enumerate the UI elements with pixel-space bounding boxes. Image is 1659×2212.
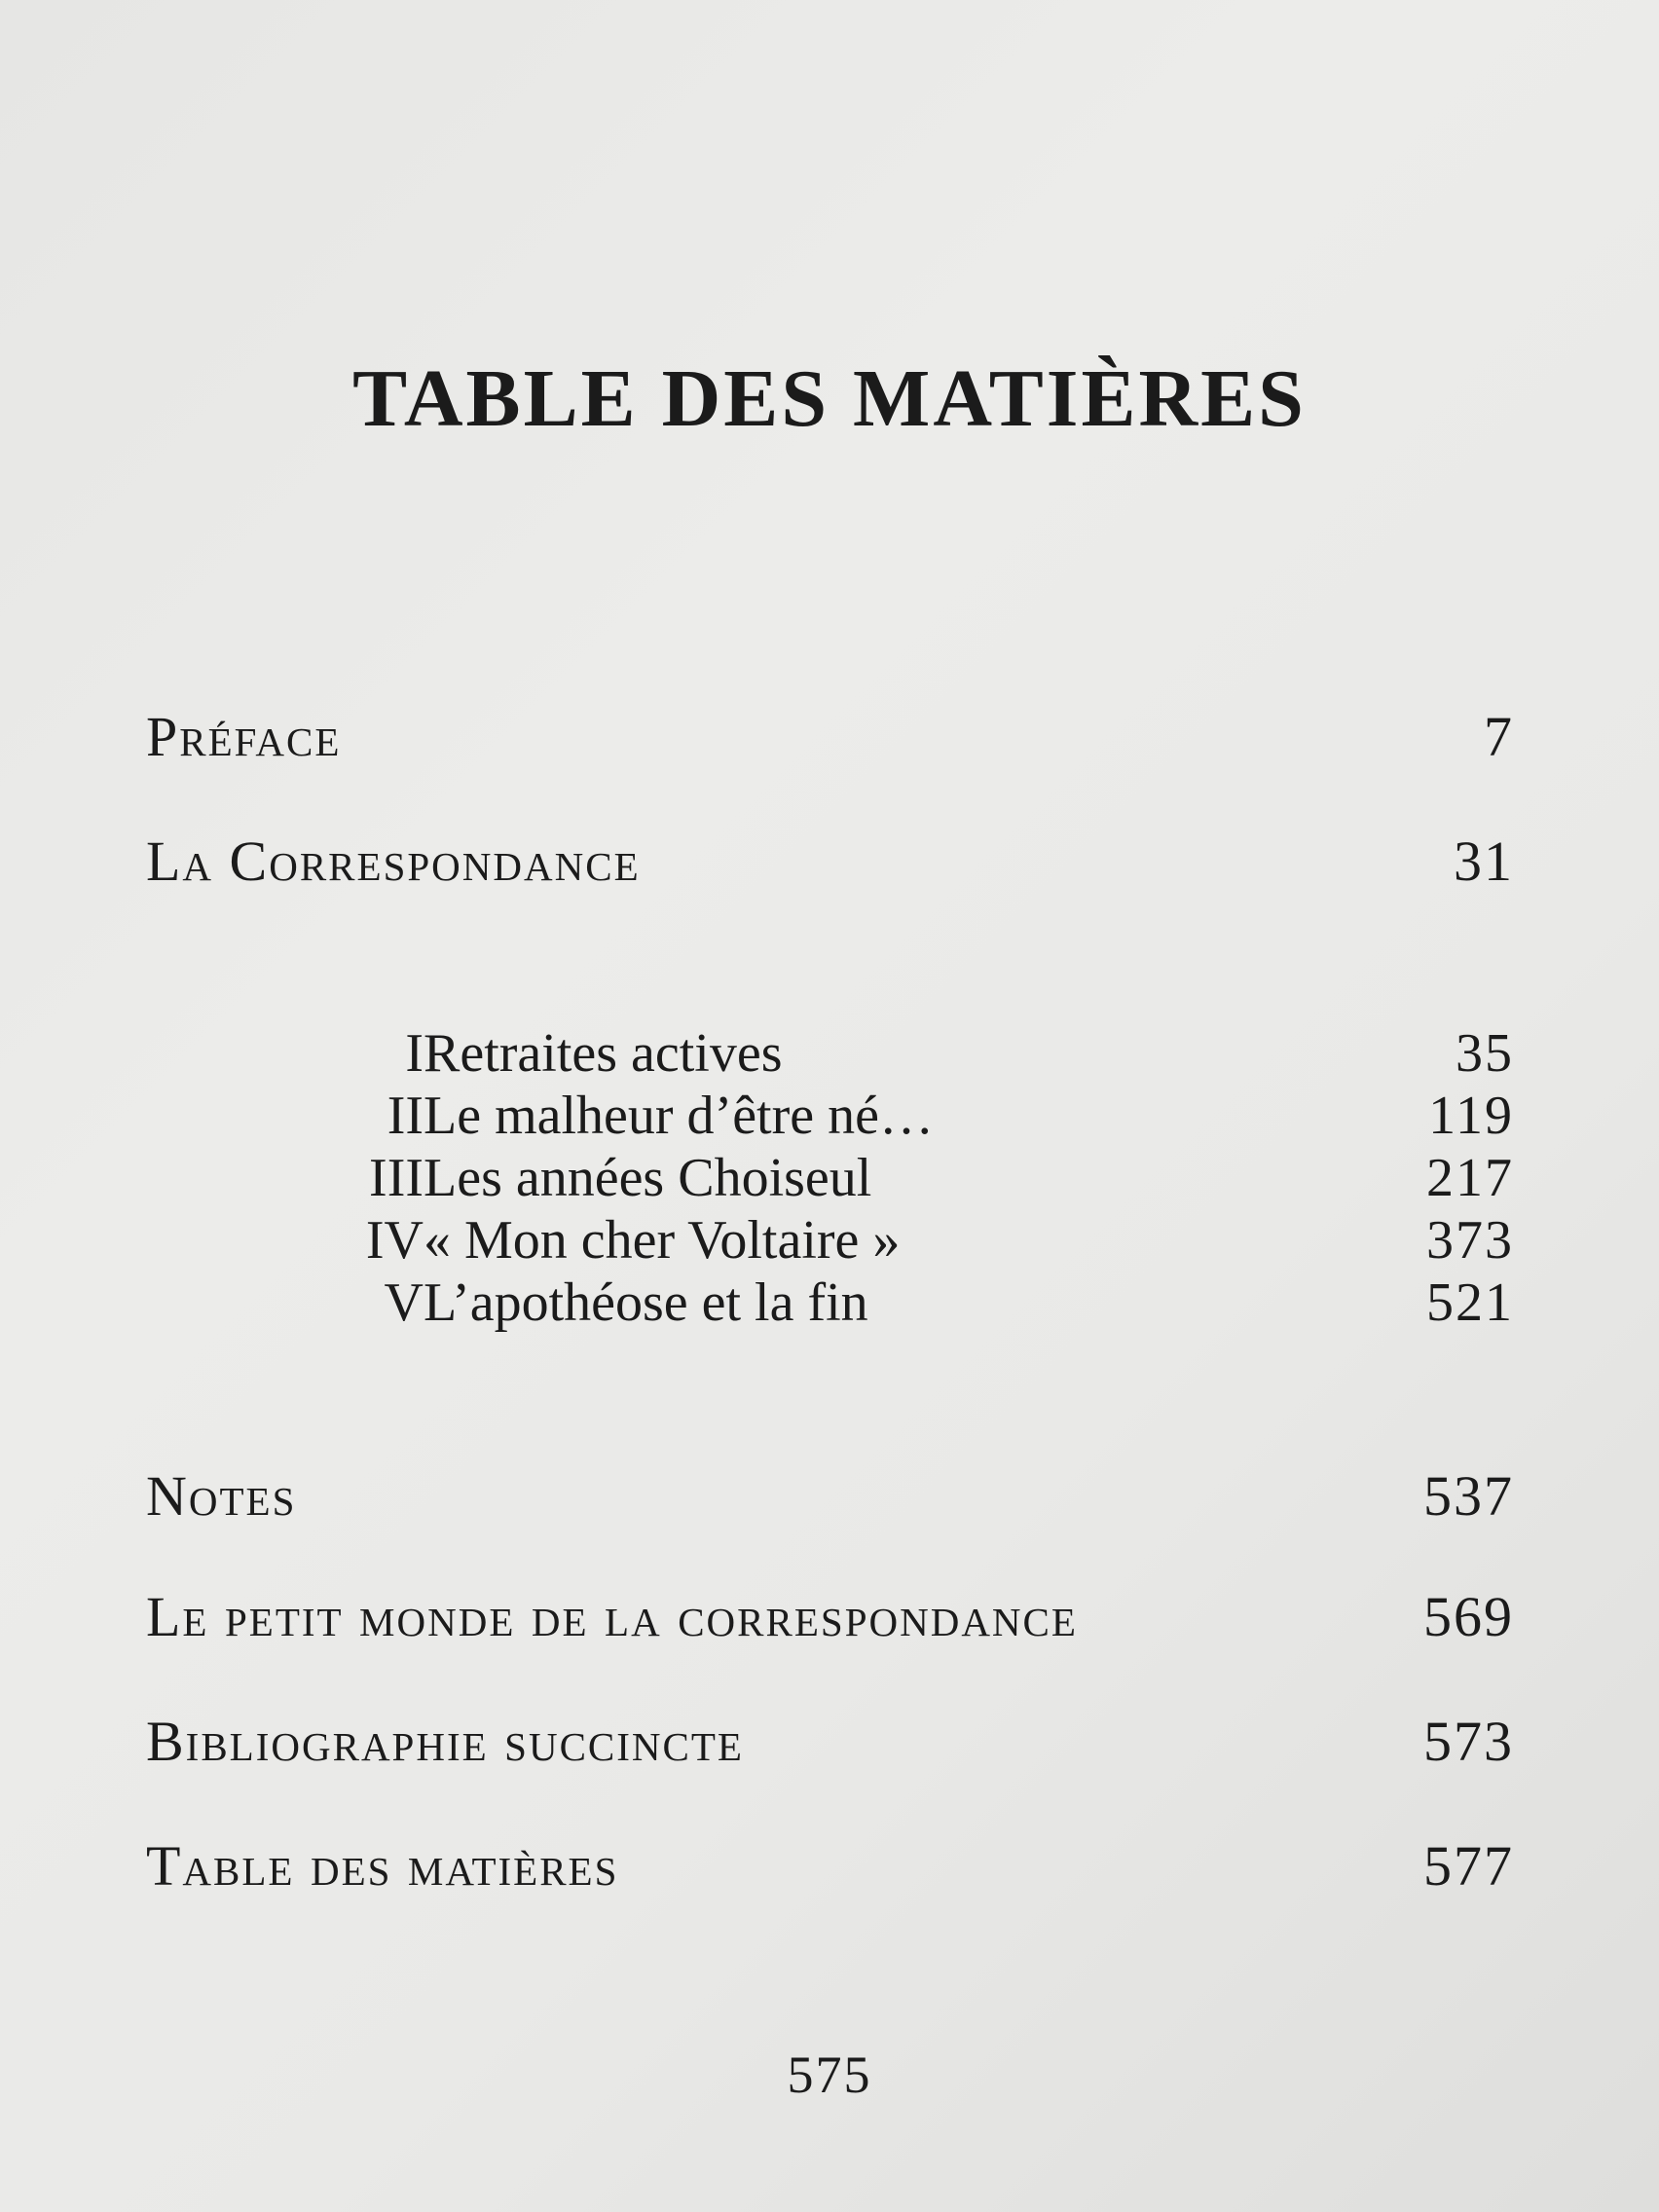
chapter-title: Les années Choiseul — [424, 1148, 872, 1208]
chapter-page: 373 — [1426, 1210, 1514, 1271]
toc-entry-preface — [146, 705, 1514, 769]
toc-entry-notes — [146, 1464, 1514, 1529]
chapter-title: L’apothéose et la fin — [424, 1272, 868, 1333]
toc-entry-label: La Correspondance — [146, 830, 641, 893]
chapter-numeral: I — [405, 1023, 424, 1084]
toc-entry-label: Le petit monde de la correspondance — [146, 1585, 1078, 1648]
chapter-row — [146, 1085, 1514, 1147]
chapter-page: 35 — [1456, 1023, 1514, 1084]
toc-entry-page: 569 — [1423, 1585, 1514, 1648]
chapter-row — [146, 1272, 1514, 1334]
chapter-page: 119 — [1428, 1086, 1514, 1146]
chapter-row — [146, 1147, 1514, 1209]
toc-entry-table — [146, 1834, 1514, 1899]
toc-entry-label: Table des matières — [146, 1834, 619, 1898]
toc-entry-label: Préface — [146, 705, 342, 768]
chapter-row — [146, 1209, 1514, 1272]
toc-entry-page: 577 — [1423, 1834, 1514, 1898]
toc-entry-label: Notes — [146, 1464, 297, 1528]
toc-entry-page: 31 — [1454, 830, 1514, 893]
page-number: 575 — [787, 2046, 872, 2104]
chapter-numeral: IV — [365, 1210, 424, 1271]
chapter-page: 217 — [1426, 1148, 1514, 1208]
toc-entry-petit-monde — [146, 1585, 1514, 1649]
page-title: TABLE DES MATIÈRES — [352, 353, 1307, 445]
chapter-page: 521 — [1426, 1272, 1514, 1333]
toc-entry-page: 7 — [1484, 705, 1514, 768]
chapter-numeral: III — [369, 1148, 424, 1208]
chapter-title: Retraites actives — [424, 1023, 783, 1084]
chapter-title: Le malheur d’être né… — [424, 1086, 934, 1146]
toc-entry-label: Bibliographie succincte — [146, 1710, 744, 1773]
chapter-title: « Mon cher Voltaire » — [424, 1210, 901, 1271]
toc-entry-page: 537 — [1423, 1464, 1514, 1528]
chapter-numeral: II — [387, 1086, 424, 1146]
chapter-numeral: V — [384, 1272, 424, 1333]
toc-entry-page: 573 — [1423, 1710, 1514, 1773]
toc-entry-bibliographie — [146, 1710, 1514, 1774]
toc-entry-correspondance — [146, 830, 1514, 894]
chapter-row — [146, 1022, 1514, 1085]
